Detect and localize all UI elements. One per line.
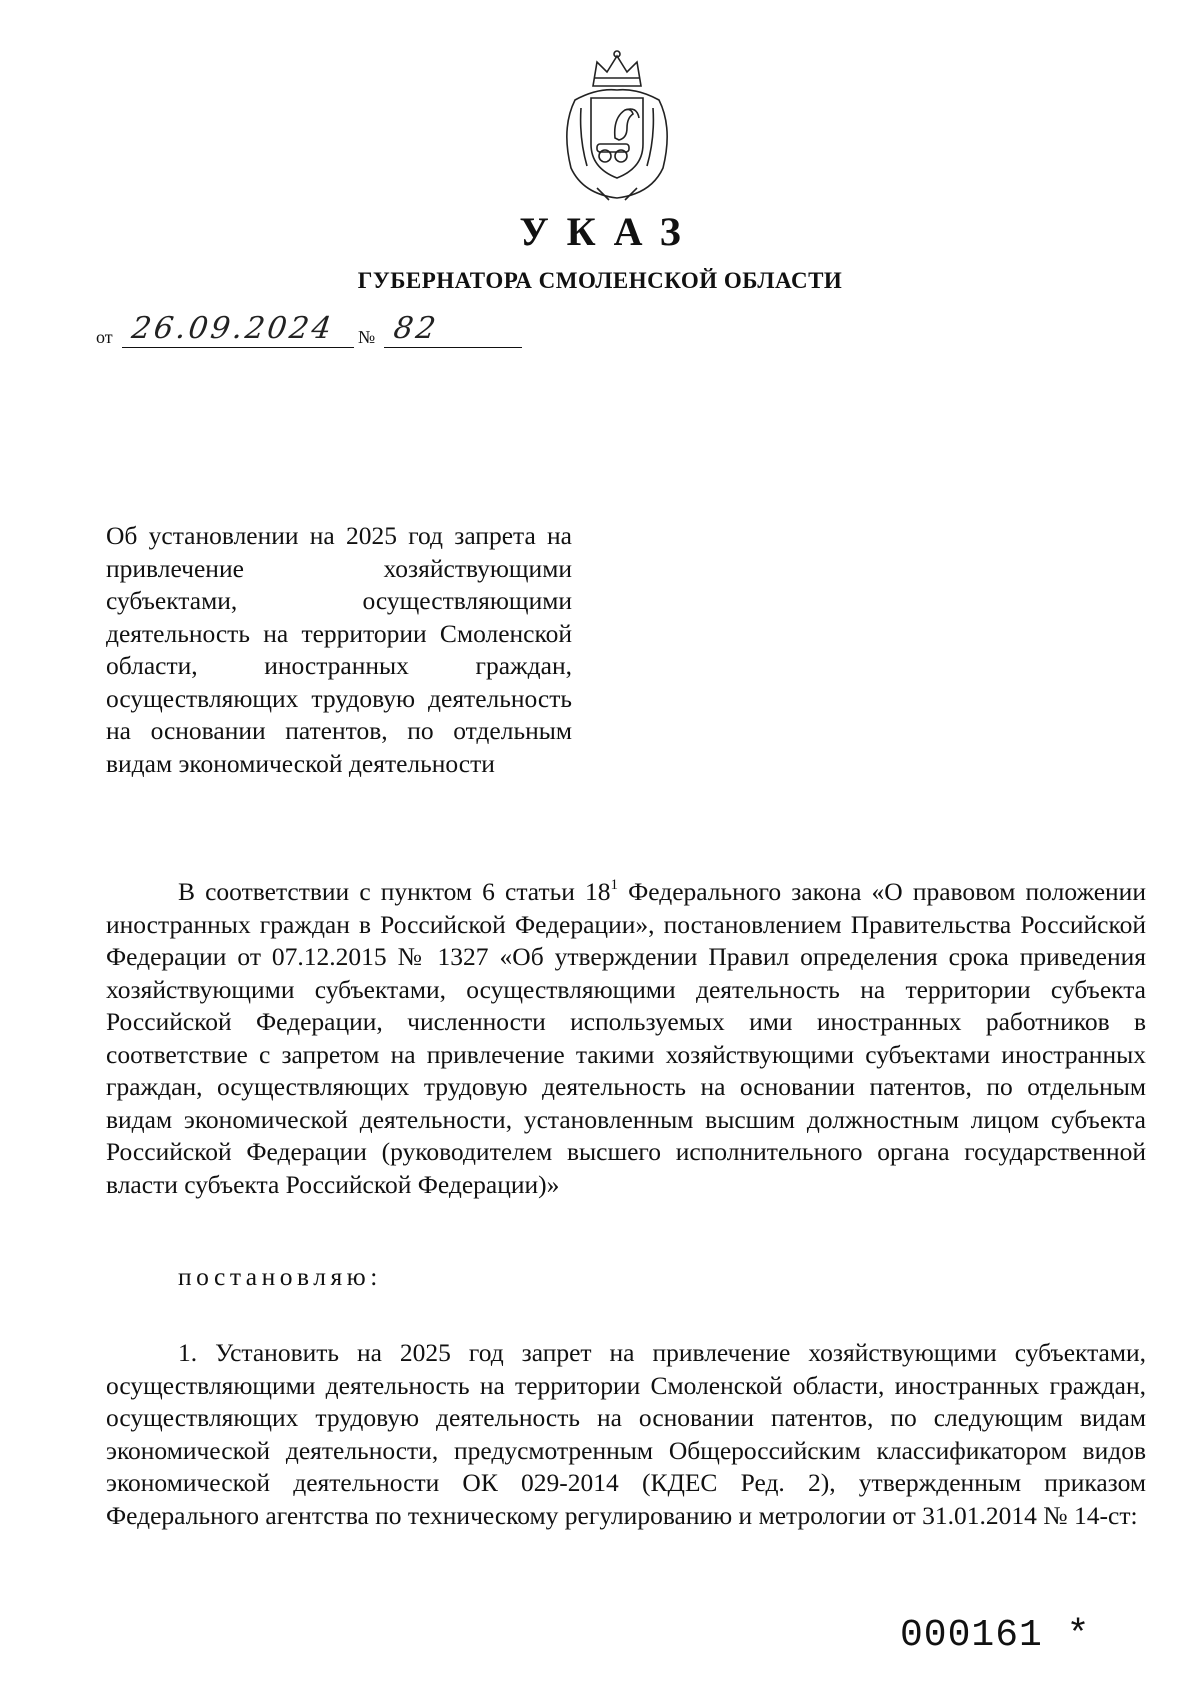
document-title: УКАЗ <box>519 209 699 254</box>
body-paragraph-preamble <box>106 876 1146 1201</box>
resolve-heading: постановляю: <box>178 1262 382 1291</box>
coat-of-arms-icon <box>553 48 681 204</box>
article-superscript: 1 <box>610 877 618 893</box>
body-paragraph-item-1: 1. Установить на 2025 год запрет на привлечение хозяйствующими субъектами, осуществляющими деятельность на территории Смоленской области, иностранных граждан, осуществляющих трудовую деятельность на основании патентов, по следующим видам экономической деятельности, предусмотренным Общероссийским классификатором видов экономической деятельности ОК 029-2014 (КДЕС Ред. 2), утвержденным приказом Федерального агентства по техническому регулированию и метрологии от 31.01.2014 № 14-ст: <box>106 1338 1146 1530</box>
handwritten-number: 82 <box>391 311 441 346</box>
date-prefix: от <box>96 327 113 347</box>
preamble-start: В соответствии с пунктом 6 статьи 18 <box>178 877 611 906</box>
number-prefix: № <box>358 327 376 347</box>
handwritten-date: 26.09.2024 <box>129 311 337 346</box>
document-subtitle: ГУБЕРНАТОРА СМОЛЕНСКОЙ ОБЛАСТИ <box>357 268 843 293</box>
document-subject: Об установлении на 2025 год запрета на привлечение хозяйствующими субъектами, осуществляющими деятельность на территории Смоленской области, иностранных граждан, осуществляющих трудовую деятельность на основании патентов, по отдельным видам экономической деятельности <box>106 521 572 778</box>
preamble-rest: Федерального закона «О правовом положении иностранных граждан в Российской Федерации», постановлением Правительства Российской Федерации от 07.12.2015 № 1327 «Об утверждении Правил определения срока приведения хозяйствующими субъектами, осуществляющими деятельность на территории субъекта Российской Федерации, численности используемых ими иностранных работников в соответствие с запретом на привлечение такими хозяйствующими субъектами иностранных граждан, осуществляющих трудовую деятельность на основании патентов, по отдельным видам экономической деятельности, установленным высшим должностным лицом субъекта Российской Федерации (руководителем высшего исполнительного органа государственной власти субъекта Российской Федерации)» <box>106 877 1146 1199</box>
number-underline <box>384 347 522 348</box>
document-serial-number: 000161 * <box>900 1614 1091 1657</box>
date-underline <box>122 347 354 348</box>
